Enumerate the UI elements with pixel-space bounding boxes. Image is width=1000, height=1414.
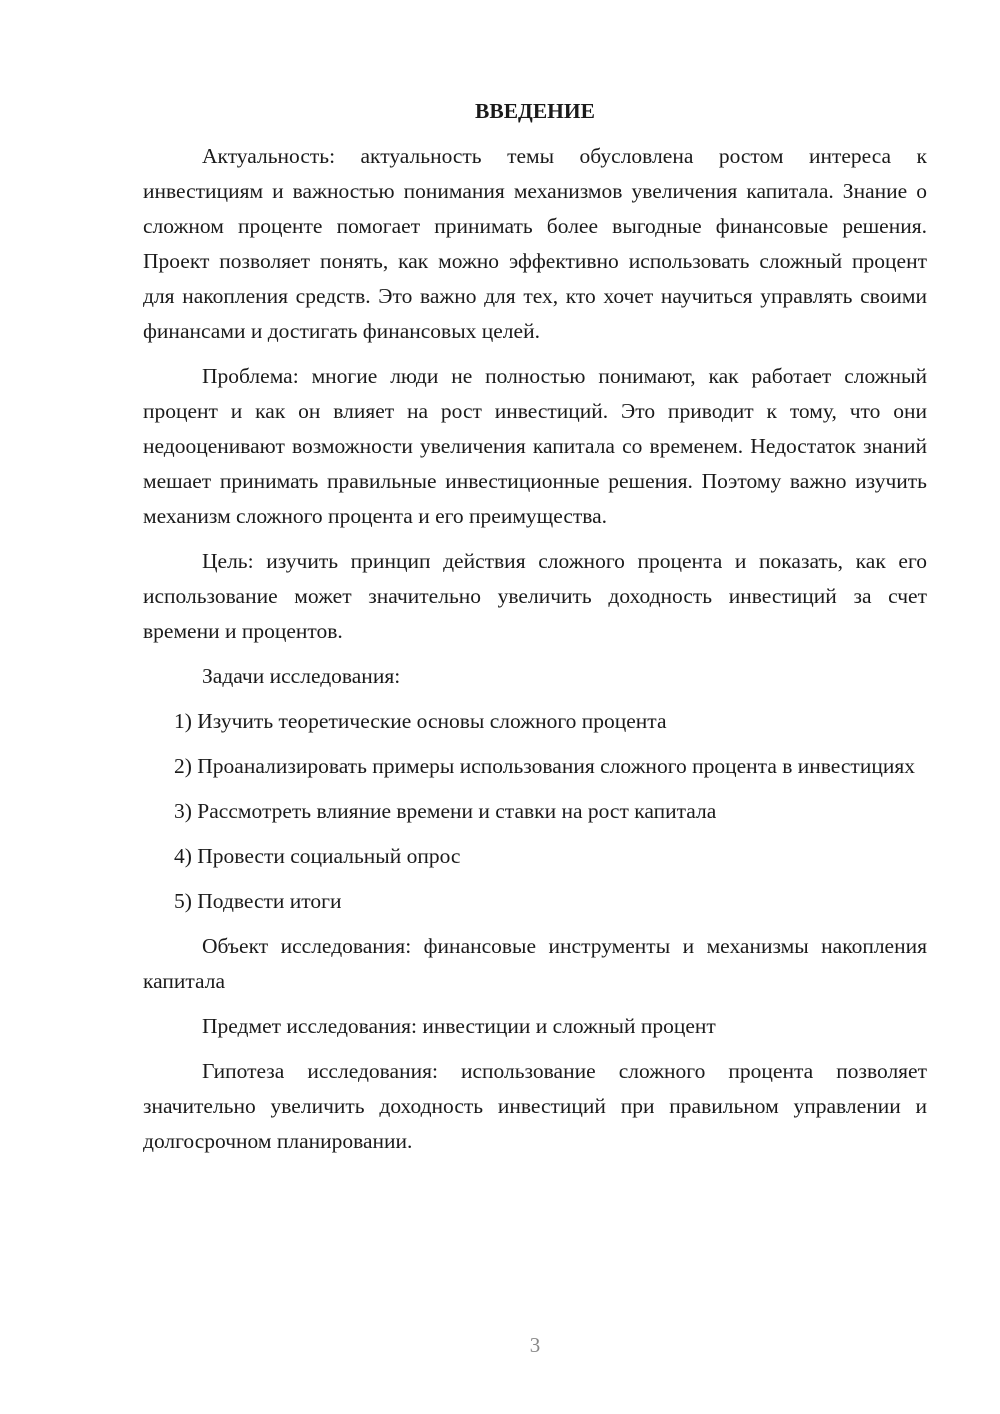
task-item: 5) Подвести итоги xyxy=(174,889,342,913)
task-item: 1) Изучить теоретические основы сложного процента xyxy=(174,709,667,733)
task-item: 4) Провести социальный опрос xyxy=(174,844,461,868)
page-number: 3 xyxy=(529,1333,541,1357)
page-title: ВВЕДЕНИЕ xyxy=(475,99,595,123)
task-item: 3) Рассмотреть влияние времени и ставки на рост капитала xyxy=(174,799,717,823)
task-item: 2) Проанализировать примеры использования сложного процента в инвестициях xyxy=(174,754,915,778)
document-body xyxy=(143,94,927,1169)
relevance-paragraph: Актуальность: актуальность темы обусловлена ростом интереса к инвестициям и важностью понимания механизмов увеличения капитала. Знание о сложном проценте помогает принимать более выгодные финансовые решения. Проект позволяет понять, как можно эффективно использовать сложный процент для накопления средств. Это важно для тех, кто хочет научиться управлять своими финансами и достигать финансовых целей. xyxy=(143,144,927,343)
problem-paragraph: Проблема: многие люди не полностью понимают, как работает сложный процент и как он влияет на рост инвестиций. Это приводит к тому, что они недооценивают возможности увеличения капитала со временем. Недостаток знаний мешает принимать правильные инвестиционные решения. Поэтому важно изучить механизм сложного процента и его преимущества. xyxy=(143,364,927,528)
tasks-heading: Задачи исследования: xyxy=(202,664,401,688)
goal-paragraph: Цель: изучить принцип действия сложного процента и показать, как его использование может значительно увеличить доходность инвестиций за счет времени и процентов. xyxy=(143,549,927,643)
object-paragraph: Объект исследования: финансовые инструменты и механизмы накопления капитала xyxy=(143,934,927,993)
hypothesis-paragraph: Гипотеза исследования: использование сложного процента позволяет значительно увеличить доходность инвестиций при правильном управлении и долгосрочном планировании. xyxy=(143,1059,927,1153)
subject-paragraph: Предмет исследования: инвестиции и сложный процент xyxy=(202,1014,716,1038)
